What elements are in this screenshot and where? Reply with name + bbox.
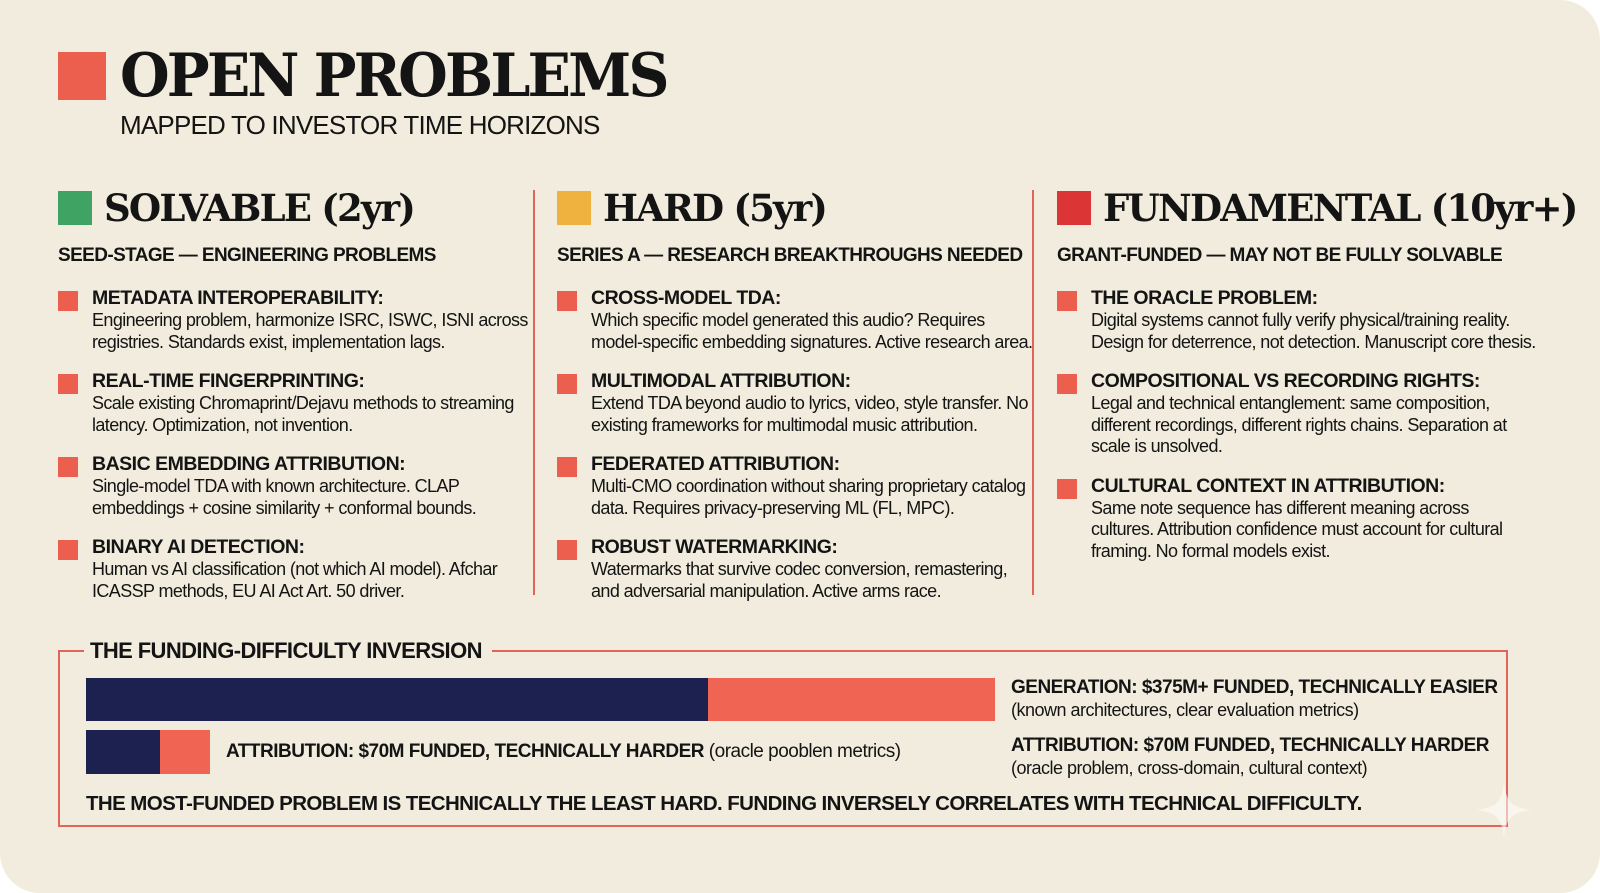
bar-segment-navy <box>86 730 160 774</box>
item-title: ROBUST WATERMARKING: <box>591 536 838 558</box>
column-title: HARD (5yr) <box>603 186 827 230</box>
bullet-square-icon <box>58 374 78 394</box>
sparkle-icon <box>1476 782 1532 838</box>
legend-description: (oracle problem, cross-domain, cultural context) <box>1011 758 1368 778</box>
red-marker-square <box>1057 191 1091 225</box>
bullet-square-icon <box>1057 479 1077 499</box>
column-solvable <box>58 185 538 619</box>
bullet-square-icon <box>58 291 78 311</box>
item-description: Legal and technical entanglement: same composition, different recordings, different rights chains. Separation at scale is unsolved. <box>1091 393 1507 456</box>
bullet-square-icon <box>1057 291 1077 311</box>
bullet-square-icon <box>557 540 577 560</box>
attribution-funding-bar <box>86 730 210 774</box>
bullet-square-icon <box>58 540 78 560</box>
item-title: BASIC EMBEDDING ATTRIBUTION: <box>92 453 406 475</box>
attribution-bar-label-bold: ATTRIBUTION: $70M FUNDED, TECHNICALLY HARDER <box>226 741 705 762</box>
item-description: Single-model TDA with known architecture. CLAP embeddings + cosine similarity + conformal bounds. <box>92 476 477 518</box>
title-marker-square <box>58 52 106 100</box>
column-divider <box>533 190 535 595</box>
item-description: Watermarks that survive codec conversion, remastering, and adversarial manipulation. Active arms race. <box>591 559 1008 601</box>
bullet-square-icon <box>557 374 577 394</box>
bullet-square-icon <box>1057 374 1077 394</box>
column-fundamental <box>1057 185 1577 579</box>
item-title: BINARY AI DETECTION: <box>92 536 305 558</box>
column-divider <box>1032 190 1034 595</box>
list-item <box>1057 370 1547 458</box>
green-marker-square <box>58 191 92 225</box>
funding-section-title: THE FUNDING-DIFFICULTY INVERSION <box>84 638 492 664</box>
legend-attribution <box>1011 735 1511 779</box>
attribution-bar-label-note: (oracle pooblen metrics) <box>704 741 901 762</box>
bullet-square-icon <box>58 457 78 477</box>
item-description: Scale existing Chromaprint/Dejavu methods to streaming latency. Optimization, not invention. <box>92 393 514 435</box>
item-title: COMPOSITIONAL VS RECORDING RIGHTS: <box>1091 370 1480 392</box>
page-title: OPEN PROBLEMS <box>120 41 667 111</box>
item-description: Which specific model generated this audio? Requires model-specific embedding signatures. Active research area. <box>591 310 1033 352</box>
column-subtitle: SERIES A — RESEARCH BREAKTHROUGHS NEEDED <box>557 245 1023 266</box>
legend-title: ATTRIBUTION: $70M FUNDED, TECHNICALLY HARDER <box>1011 735 1490 756</box>
bullet-square-icon <box>557 291 577 311</box>
item-description: Same note sequence has different meaning across cultures. Attribution confidence must account for cultural framing. No formal models exist. <box>1091 497 1503 561</box>
list-item <box>58 536 538 602</box>
yellow-marker-square <box>557 191 591 225</box>
legend-title: GENERATION: $375M+ FUNDED, TECHNICALLY EASIER <box>1011 677 1498 698</box>
item-description: Digital systems cannot fully verify physical/training reality. Design for deterrence, not detection. Manuscript core thesis. <box>1091 310 1536 352</box>
page-subtitle: MAPPED TO INVESTOR TIME HORIZONS <box>120 110 600 140</box>
legend-generation <box>1011 677 1511 721</box>
item-title: MULTIMODAL ATTRIBUTION: <box>591 370 851 392</box>
list-item <box>1057 475 1547 563</box>
bar-segment-navy <box>86 678 708 721</box>
item-title: REAL-TIME FINGERPRINTING: <box>92 370 365 392</box>
column-title: SOLVABLE (2yr) <box>104 186 415 230</box>
generation-funding-bar <box>86 678 995 721</box>
list-item <box>58 287 538 353</box>
legend-description: (known architectures, clear evaluation metrics) <box>1011 700 1359 720</box>
list-item <box>58 370 538 436</box>
item-title: CROSS-MODEL TDA: <box>591 287 781 309</box>
bar-segment-coral <box>160 730 210 774</box>
column-subtitle: GRANT-FUNDED — MAY NOT BE FULLY SOLVABLE <box>1057 245 1503 266</box>
item-title: METADATA INTEROPERABILITY: <box>92 287 384 309</box>
column-subtitle: SEED-STAGE — ENGINEERING PROBLEMS <box>58 245 436 266</box>
list-item <box>557 536 1037 602</box>
item-description: Human vs AI classification (not which AI model). Afchar ICASSP methods, EU AI Act Art. 50 driver. <box>92 559 498 601</box>
list-item <box>58 453 538 519</box>
bar-segment-coral <box>708 678 995 721</box>
list-item <box>1057 287 1547 353</box>
attribution-bar-label <box>226 741 901 763</box>
bullet-square-icon <box>557 457 577 477</box>
item-description: Multi-CMO coordination without sharing proprietary catalog data. Requires privacy-preserving ML (FL, MPC). <box>591 476 1026 518</box>
column-hard <box>557 185 1037 619</box>
list-item <box>557 287 1037 353</box>
item-title: CULTURAL CONTEXT IN ATTRIBUTION: <box>1091 474 1445 497</box>
item-description: Engineering problem, harmonize ISRC, ISWC, ISNI across registries. Standards exist, implementation lags. <box>92 310 528 352</box>
list-item <box>557 370 1037 436</box>
list-item <box>557 453 1037 519</box>
item-title: FEDERATED ATTRIBUTION: <box>591 453 840 475</box>
item-description: Extend TDA beyond audio to lyrics, video, style transfer. No existing frameworks for multimodal music attribution. <box>591 393 1028 435</box>
item-title: THE ORACLE PROBLEM: <box>1091 287 1318 309</box>
conclusion-statement: THE MOST-FUNDED PROBLEM IS TECHNICALLY THE LEAST HARD. FUNDING INVERSELY CORRELATES WITH TECHNICAL DIFFICULTY. <box>86 792 1362 815</box>
column-title: FUNDAMENTAL (10yr+) <box>1103 186 1577 230</box>
